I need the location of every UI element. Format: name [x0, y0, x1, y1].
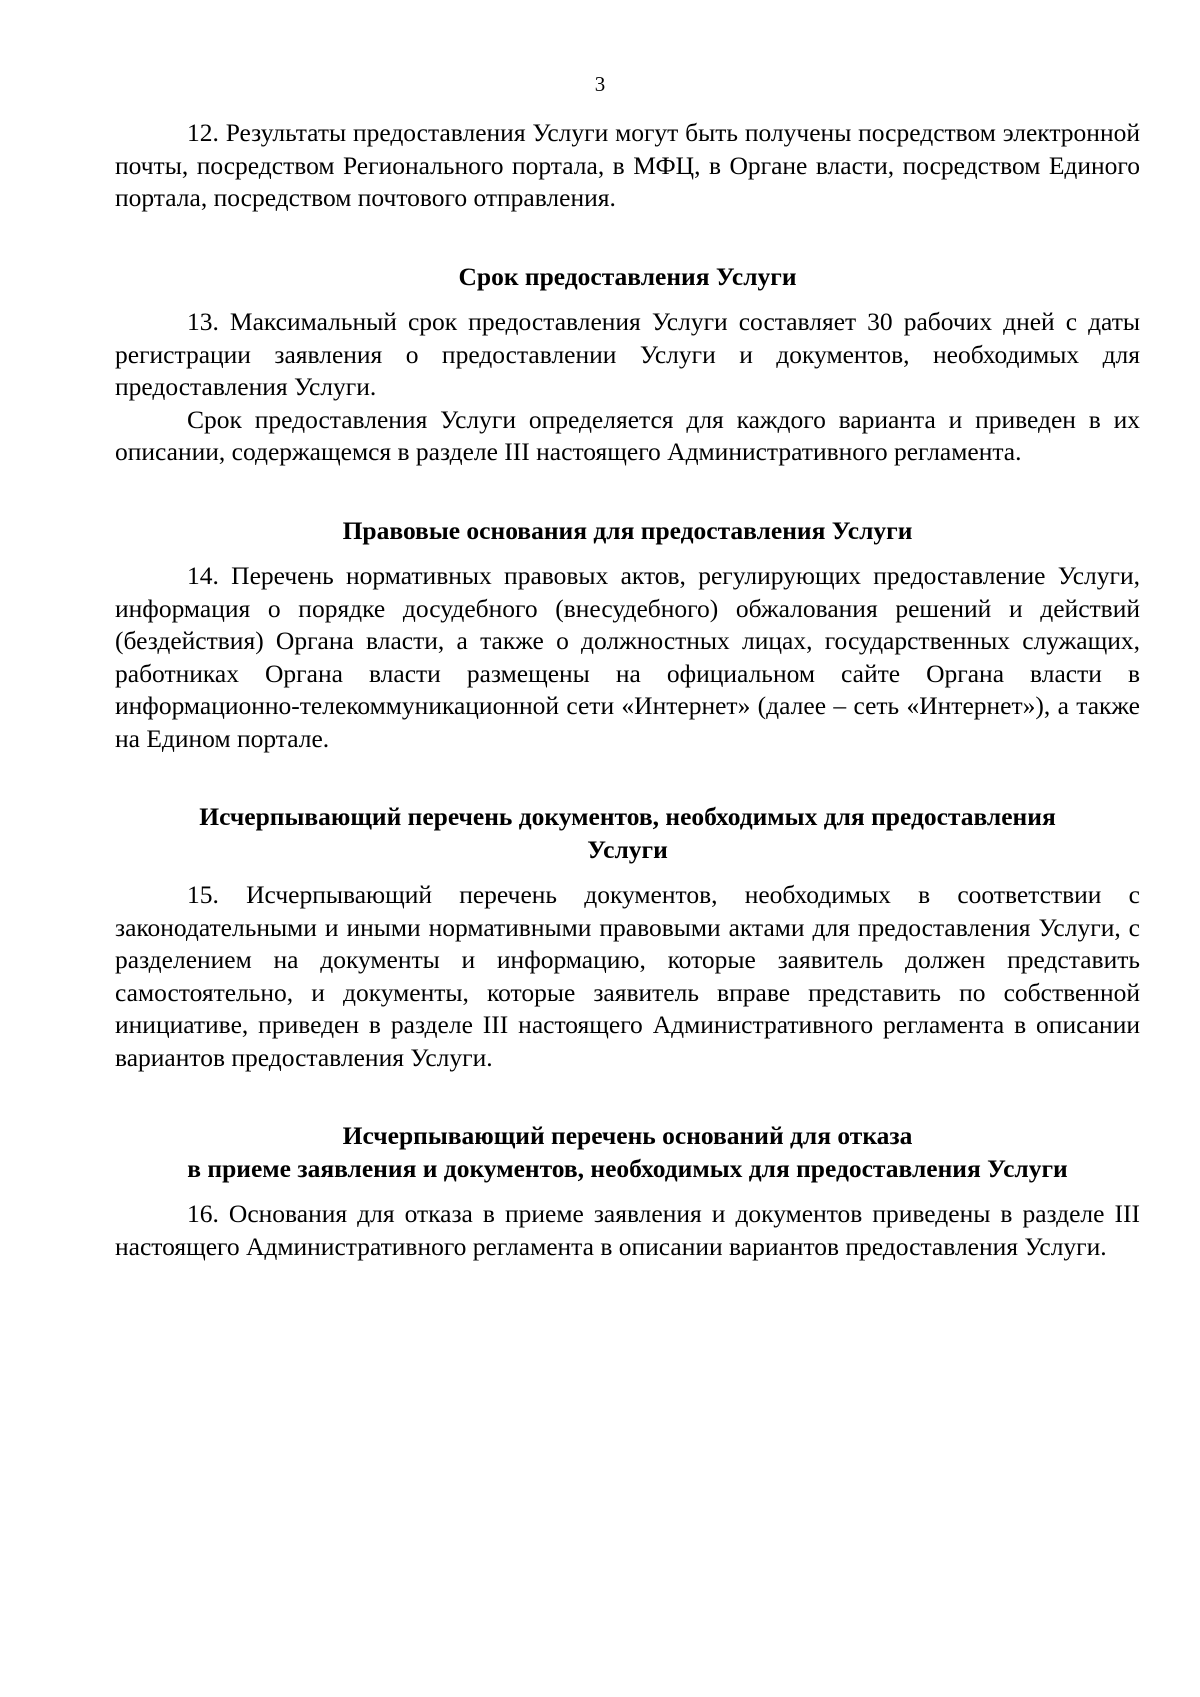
heading-line: в приеме заявления и документов, необходимых для предоставления Услуги	[187, 1153, 1068, 1183]
heading-line: Правовые основания для предоставления Услуги	[342, 515, 913, 545]
section-heading-refusal-grounds	[115, 1120, 1140, 1185]
page-number: 3	[594, 72, 606, 96]
section-heading-legal-basis	[115, 515, 1140, 548]
paragraph-13: 13. Максимальный срок предоставления Услуги составляет 30 рабочих дней с даты регистрации заявления о предоставлении Услуги и документов, необходимых для предоставления Услуги.	[115, 307, 1140, 401]
paragraph-15: 15. Исчерпывающий перечень документов, необходимых в соответствии с законодательными и иными нормативными правовыми актами для предоставления Услуги, с разделением на документы и информацию, которые заявитель должен представить самостоятельно, и документы, которые заявитель вправе представить по собственной инициативе, приведен в разделе III настоящего Административного регламента в описании вариантов предоставления Услуги.	[115, 880, 1140, 1072]
paragraph-16: 16. Основания для отказа в приеме заявления и документов приведены в разделе III настоящего Административного регламента в описании вариантов предоставления Услуги.	[115, 1199, 1140, 1261]
section-heading-required-documents	[115, 801, 1140, 866]
document-body	[115, 117, 1140, 1263]
heading-line: Услуги	[587, 834, 668, 864]
paragraph-12: 12. Результаты предоставления Услуги могут быть получены посредством электронной почты, посредством Регионального портала, в МФЦ, в Органе власти, посредством Единого портала, посредством почтового отправления.	[115, 118, 1140, 212]
paragraph-13-continued: Срок предоставления Услуги определяется для каждого варианта и приведен в их описании, содержащемся в разделе III настоящего Административного регламента.	[115, 404, 1140, 466]
paragraph-14: 14. Перечень нормативных правовых актов, регулирующих предоставление Услуги, информация о порядке досудебного (внесудебного) обжалования решений и действий (бездействия) Органа власти, а также о должностных лицах, государственных служащих, работниках Органа власти размещены на официальном сайте Органа власти в информационно-телекоммуникационной сети «Интернет» (далее – сеть «Интернет»), а также на Едином портале.	[115, 561, 1140, 753]
section-heading-service-term	[115, 261, 1140, 294]
heading-line: Срок предоставления Услуги	[458, 261, 797, 291]
heading-line: Исчерпывающий перечень оснований для отказа	[342, 1121, 913, 1150]
heading-line: Исчерпывающий перечень документов, необходимых для предоставления	[199, 802, 1056, 831]
